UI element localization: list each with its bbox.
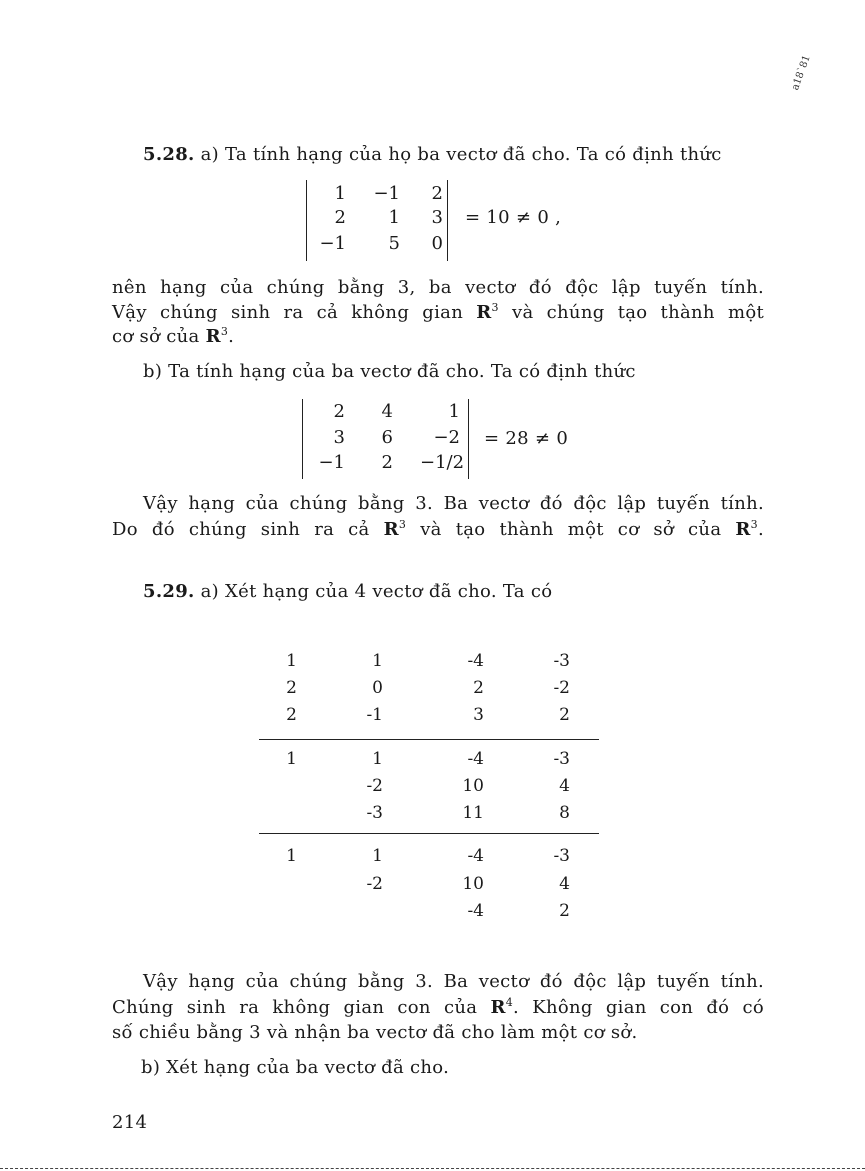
superscript: 3 — [398, 518, 407, 531]
symbol-R: R — [205, 326, 221, 347]
paragraph-line: số chiều bằng 3 và nhận ba vectơ đã cho làm một cơ sở. — [112, 1022, 638, 1043]
matrix-entry: 3 — [333, 427, 345, 448]
matrix-entry: 5 — [388, 233, 400, 254]
matrix-entry: 2 — [333, 401, 345, 422]
table-entry: 4 — [559, 776, 570, 796]
symbol-R: R — [735, 519, 751, 540]
table-entry: 11 — [462, 803, 484, 823]
table-entry: -1 — [366, 705, 383, 725]
problem-number: 5.29. — [143, 581, 195, 602]
table-entry: 1 — [372, 846, 383, 866]
paragraph-line — [112, 325, 234, 347]
table-entry: -3 — [553, 749, 570, 769]
table-entry: -4 — [467, 901, 484, 921]
table-entry: -3 — [553, 651, 570, 671]
matrix-entry: 1 — [448, 401, 460, 422]
matrix-entry: −1 — [318, 452, 345, 473]
matrix-entry: 2 — [334, 207, 346, 228]
paragraph-line — [112, 301, 764, 323]
symbol-R: R — [476, 302, 492, 323]
problem-5-28a-heading — [143, 144, 722, 165]
paragraph-line: nên hạng của chúng bằng 3, ba vectơ đó độc lập tuyến tính. — [112, 277, 764, 298]
text-span: và tạo thành một cơ sở của — [406, 519, 736, 540]
matrix-entry: 2 — [381, 452, 393, 473]
text-span: . Không gian con đó có — [513, 997, 764, 1018]
symbol-R: R — [490, 997, 506, 1018]
matrix-entry: 2 — [431, 183, 443, 204]
superscript: 3 — [750, 518, 758, 531]
superscript: 3 — [220, 325, 229, 338]
matrix-entry: 4 — [381, 401, 393, 422]
table-entry: 4 — [559, 874, 570, 894]
table-entry: 2 — [559, 901, 570, 921]
table-entry: 1 — [286, 749, 297, 769]
superscript: 3 — [491, 301, 499, 314]
determinant-2-result: = 28 ≠ 0 — [484, 428, 569, 449]
table-entry: 3 — [473, 705, 484, 725]
table-entry: -4 — [467, 846, 484, 866]
symbol-R: R — [383, 519, 399, 540]
text-span: Do đó chúng sinh ra cả — [112, 519, 384, 540]
table-entry: -2 — [366, 776, 383, 796]
text-span: . — [757, 519, 764, 540]
problem-number: 5.28. — [143, 144, 195, 165]
table-divider — [259, 833, 599, 834]
table-entry: 2 — [473, 678, 484, 698]
problem-text: a) Ta tính hạng của họ ba vectơ đã cho. Ta có định thức — [194, 144, 722, 165]
table-entry: -3 — [366, 803, 383, 823]
text-span: và chúng tạo thành một — [498, 302, 764, 323]
problem-text: a) Xét hạng của 4 vectơ đã cho. Ta có — [194, 581, 553, 602]
table-entry: -3 — [553, 846, 570, 866]
page-edge-line — [0, 1168, 865, 1169]
matrix-entry: −2 — [433, 427, 460, 448]
matrix-entry: 1 — [334, 183, 346, 204]
problem-5-29a-heading — [143, 581, 552, 602]
matrix-entry: 0 — [431, 233, 443, 254]
table-divider — [259, 739, 599, 740]
text-span: Vậy chúng sinh ra cả không gian — [112, 302, 477, 323]
table-entry: -2 — [366, 874, 383, 894]
paragraph-line — [112, 996, 764, 1018]
text-span: Chúng sinh ra không gian con của — [112, 997, 491, 1018]
matrix-entry: −1/2 — [420, 452, 465, 473]
superscript: 4 — [505, 996, 514, 1009]
matrix-entry: −1 — [373, 183, 400, 204]
table-entry: 10 — [462, 874, 484, 894]
page-number: 214 — [112, 1112, 148, 1133]
problem-5-28b-heading: b) Ta tính hạng của ba vectơ đã cho. Ta có định thức — [143, 361, 636, 382]
table-entry: 2 — [286, 705, 297, 725]
paragraph-line: Vậy hạng của chúng bằng 3. Ba vectơ đó độc lập tuyến tính. — [143, 493, 764, 514]
paragraph-line — [112, 518, 764, 540]
matrix-entry: 1 — [388, 207, 400, 228]
table-entry: 2 — [559, 705, 570, 725]
table-entry: -4 — [467, 651, 484, 671]
text-span: cơ sở của — [112, 326, 206, 347]
corner-mark: a18`81 — [790, 53, 813, 92]
text-span: . — [228, 326, 235, 347]
table-entry: 1 — [286, 651, 297, 671]
matrix-entry: −1 — [319, 233, 346, 254]
table-entry: -4 — [467, 749, 484, 769]
matrix-entry: 6 — [381, 427, 393, 448]
paragraph-line: Vậy hạng của chúng bằng 3. Ba vectơ đó độc lập tuyến tính. — [143, 971, 764, 992]
determinant-1-result: = 10 ≠ 0 , — [465, 207, 562, 228]
table-entry: 1 — [286, 846, 297, 866]
table-entry: 1 — [372, 749, 383, 769]
matrix-entry: 3 — [431, 207, 443, 228]
table-entry: 10 — [462, 776, 484, 796]
table-entry: 2 — [286, 678, 297, 698]
table-entry: 0 — [372, 678, 383, 698]
table-entry: 1 — [372, 651, 383, 671]
table-entry: 8 — [559, 803, 570, 823]
problem-5-29b-heading: b) Xét hạng của ba vectơ đã cho. — [141, 1057, 450, 1078]
table-entry: -2 — [553, 678, 570, 698]
